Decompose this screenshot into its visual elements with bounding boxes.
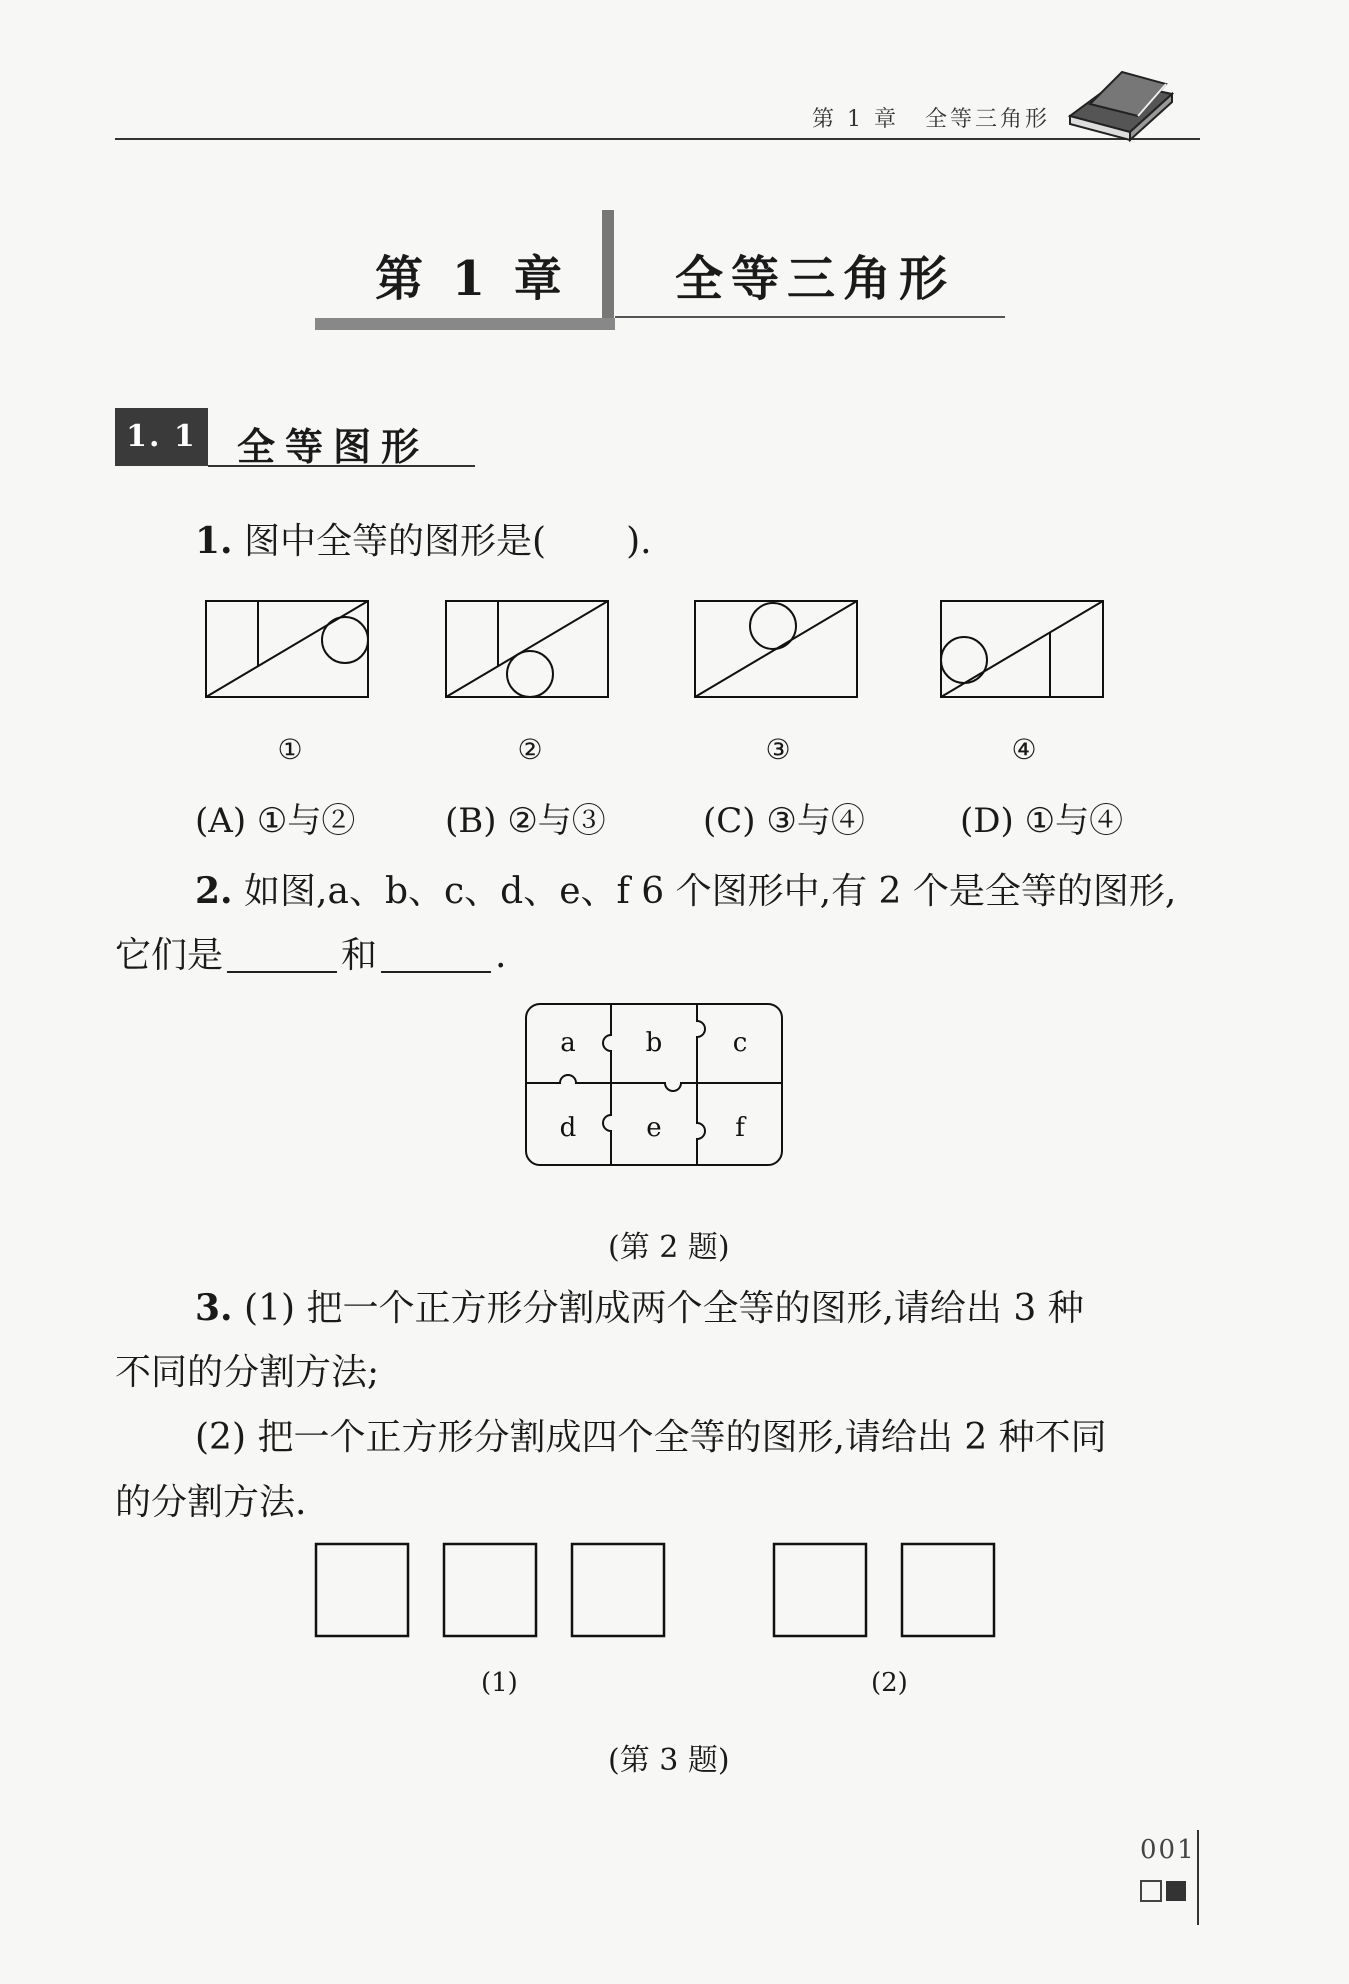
running-header-chapter: 第 1 章 <box>812 107 899 132</box>
question-1-number: 1. <box>195 520 233 562</box>
chapter-divider <box>602 210 614 328</box>
piece-f: f <box>735 1113 745 1143</box>
question-2-number: 2. <box>195 870 233 912</box>
figure-4 <box>940 600 1105 700</box>
question-2-period: . <box>495 935 507 976</box>
chapter-underline-thin <box>615 316 1005 318</box>
question-2-caption: (第 2 题) <box>608 1230 730 1265</box>
piece-b: b <box>645 1028 663 1058</box>
question-3-stem <box>195 1275 1084 1342</box>
question-2-line-2 <box>115 923 506 989</box>
section-title: 全等图形 <box>237 424 430 469</box>
blank-square-2[interactable] <box>443 1543 538 1638</box>
question-2-stem <box>195 858 1176 925</box>
header-rule <box>115 138 1200 140</box>
chapter-underline-thick <box>315 318 615 330</box>
section-underline <box>208 465 475 467</box>
running-header <box>115 90 1200 140</box>
option-d[interactable]: (D) ①与④ <box>960 801 1124 841</box>
piece-a: a <box>560 1028 576 1058</box>
question-3-part-1-line-2: 不同的分割方法; <box>115 1352 380 1393</box>
question-2-and: 和 <box>341 935 378 976</box>
section-heading <box>115 408 475 468</box>
running-header-text <box>812 102 1050 133</box>
square-group-2-label: (2) <box>871 1668 908 1698</box>
question-3-part-2: (2) 把一个正方形分割成四个全等的图形,请给出 2 种不同 <box>195 1417 1107 1458</box>
blank-square-1[interactable] <box>315 1543 410 1638</box>
answer-blank-1[interactable] <box>227 931 337 973</box>
filled-square-icon <box>1166 1881 1186 1901</box>
running-header-title: 全等三角形 <box>924 107 1050 132</box>
page-marker <box>1140 1880 1186 1902</box>
section-number: 1. 1 <box>115 408 208 466</box>
piece-d: d <box>559 1113 577 1143</box>
option-a[interactable]: (A) ①与② <box>195 801 356 841</box>
chapter-title: 全等三角形 <box>675 251 956 307</box>
question-1-text: 图中全等的图形是( <box>244 521 547 562</box>
figure-3-label: ③ <box>765 733 791 766</box>
empty-square-icon <box>1140 1880 1162 1902</box>
figure-1 <box>205 600 370 700</box>
blank-square-5[interactable] <box>901 1543 996 1638</box>
piece-c: c <box>732 1028 748 1058</box>
puzzle-figure <box>525 1003 785 1168</box>
option-b[interactable]: (B) ②与③ <box>445 801 606 841</box>
figure-4-label: ④ <box>1011 733 1037 766</box>
square-group-1-label: (1) <box>481 1668 518 1698</box>
chapter-title-block <box>315 210 1005 340</box>
question-2-text-2: 它们是 <box>115 935 224 976</box>
question-3-caption: (第 3 题) <box>608 1743 730 1778</box>
figure-2 <box>445 600 610 700</box>
page-number: 001 <box>1140 1835 1196 1865</box>
question-2-text: 如图,a、b、c、d、e、f 6 个图形中,有 2 个是全等的图形, <box>244 871 1177 912</box>
figure-2-label: ② <box>517 733 543 766</box>
footer-rule <box>1197 1830 1199 1925</box>
question-3-part-1: (1) 把一个正方形分割成两个全等的图形,请给出 3 种 <box>244 1288 1084 1329</box>
piece-e: e <box>646 1113 662 1143</box>
figure-3 <box>694 600 859 700</box>
figure-1-label: ① <box>277 733 303 766</box>
question-1-stem <box>195 508 652 575</box>
blank-square-4[interactable] <box>773 1543 868 1638</box>
blank-square-3[interactable] <box>571 1543 666 1638</box>
question-3-number: 3. <box>195 1287 233 1329</box>
question-3-part-2-line-2: 的分割方法. <box>115 1482 307 1523</box>
chapter-number: 第 1 章 <box>375 251 568 307</box>
option-c[interactable]: (C) ③与④ <box>703 801 865 841</box>
answer-blank-2[interactable] <box>381 931 491 973</box>
book-icon <box>1060 54 1180 144</box>
question-1-text-end: ). <box>626 521 652 562</box>
